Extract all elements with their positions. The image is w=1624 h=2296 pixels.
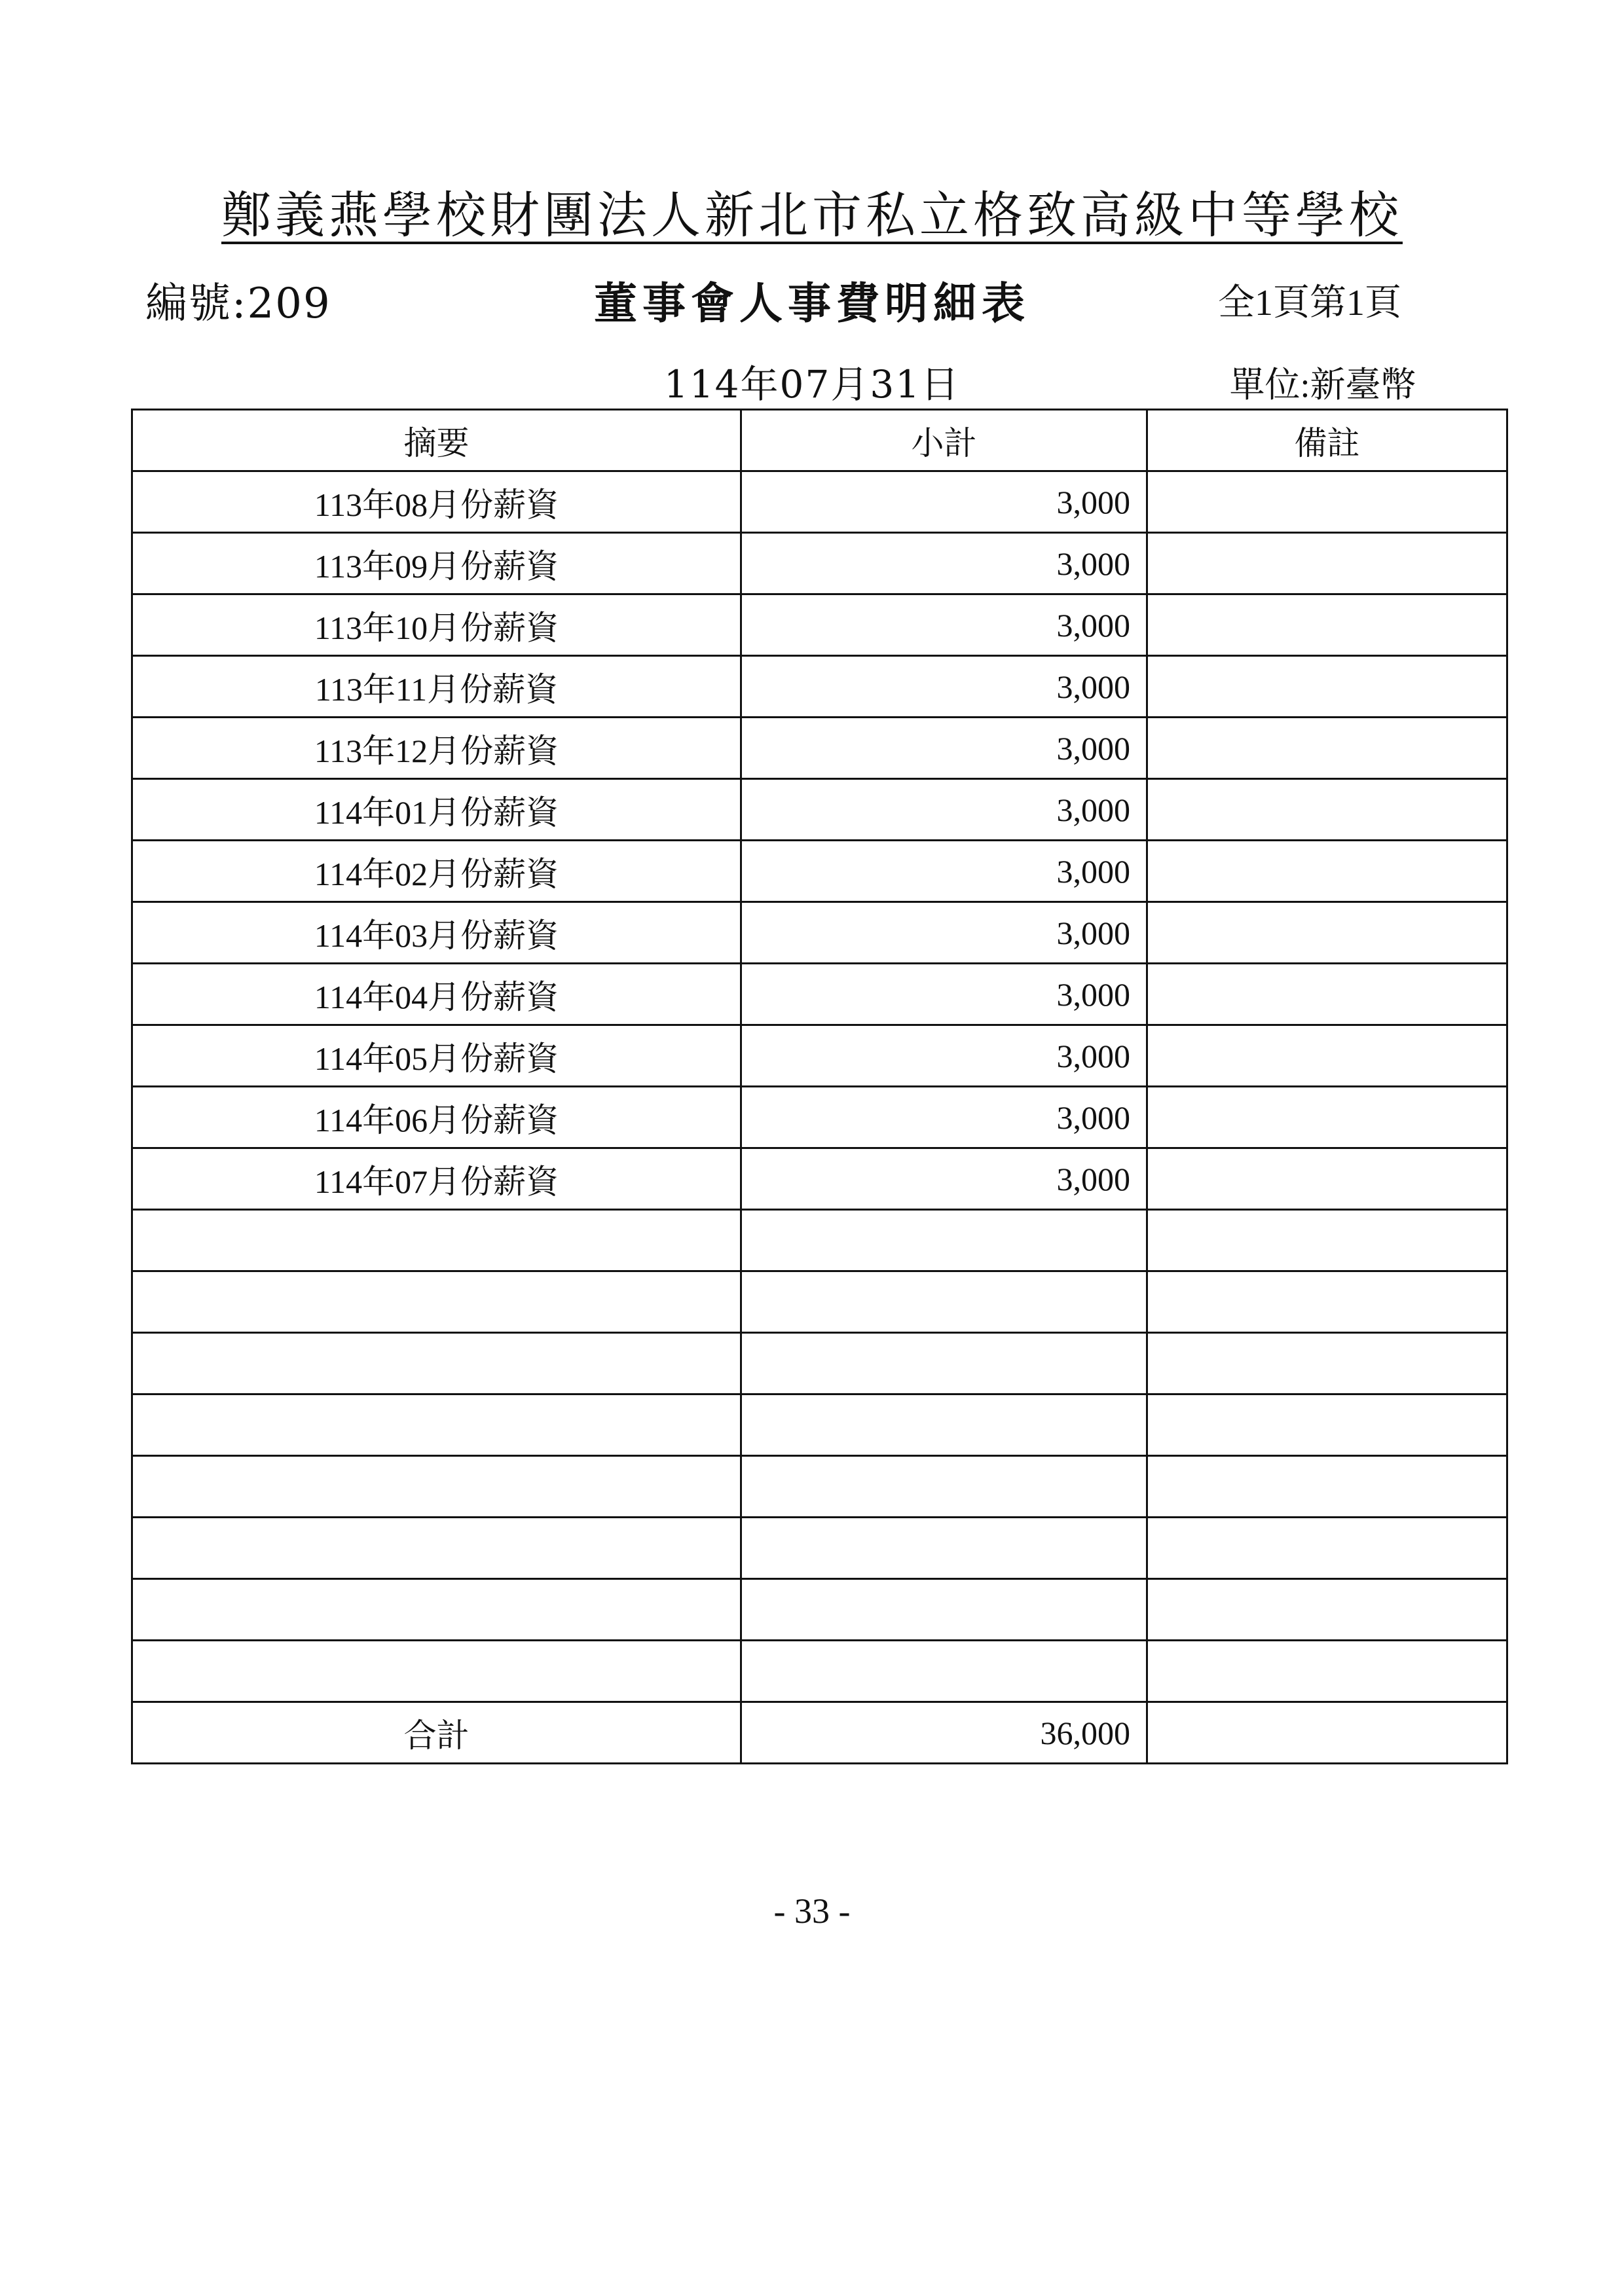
note-cell: [1147, 1456, 1507, 1518]
amount-cell: 3,000: [741, 1148, 1147, 1210]
amount-cell: [741, 1579, 1147, 1641]
note-cell: [1147, 1641, 1507, 1702]
amount-cell: 3,000: [741, 656, 1147, 718]
note-cell: [1147, 1333, 1507, 1394]
note-cell: [1147, 471, 1507, 533]
table-row: [132, 1579, 1507, 1641]
amount-cell: [741, 1394, 1147, 1456]
table-row: [132, 1148, 1507, 1210]
summary-cell: 113年12月份薪資: [132, 718, 741, 779]
amount-cell: [741, 1518, 1147, 1579]
summary-cell: [132, 1641, 741, 1702]
summary-cell: [132, 1271, 741, 1333]
amount-cell: 3,000: [741, 964, 1147, 1025]
summary-cell: 113年11月份薪資: [132, 656, 741, 718]
note-cell: [1147, 1271, 1507, 1333]
amount-cell: [741, 1271, 1147, 1333]
note-cell: [1147, 779, 1507, 841]
column-header-subtotal: 小計: [741, 410, 1147, 471]
summary-cell: [132, 1333, 741, 1394]
amount-cell: 3,000: [741, 533, 1147, 594]
table-row: [132, 718, 1507, 779]
summary-cell: 114年02月份薪資: [132, 841, 741, 902]
note-cell: [1147, 594, 1507, 656]
note-cell: [1147, 1518, 1507, 1579]
document-title: 董事會人事費明細表: [594, 278, 1030, 329]
table-row: [132, 594, 1507, 656]
page-number: - 33 -: [773, 1891, 851, 1931]
table-row: [132, 964, 1507, 1025]
table-row: [132, 1641, 1507, 1702]
table-row: [132, 1271, 1507, 1333]
summary-cell: 113年10月份薪資: [132, 594, 741, 656]
table-row: [132, 779, 1507, 841]
amount-cell: 3,000: [741, 594, 1147, 656]
note-cell: [1147, 1394, 1507, 1456]
note-cell: [1147, 1025, 1507, 1087]
note-cell: [1147, 1148, 1507, 1210]
note-cell: [1147, 1579, 1507, 1641]
summary-cell: [132, 1518, 741, 1579]
amount-cell: [741, 1210, 1147, 1271]
note-cell: [1147, 656, 1507, 718]
page-info: 全1頁第1頁: [1218, 283, 1401, 323]
total-row: [132, 1702, 1507, 1764]
amount-cell: 3,000: [741, 1025, 1147, 1087]
total-amount: 36,000: [741, 1702, 1147, 1764]
amount-cell: [741, 1333, 1147, 1394]
note-cell: [1147, 1210, 1507, 1271]
table-row: [132, 1394, 1507, 1456]
summary-cell: 114年05月份薪資: [132, 1025, 741, 1087]
table-row: [132, 1456, 1507, 1518]
summary-cell: 114年01月份薪資: [132, 779, 741, 841]
table-row: [132, 1087, 1507, 1148]
column-header-remarks: 備註: [1147, 410, 1507, 471]
amount-cell: 3,000: [741, 779, 1147, 841]
note-cell: [1147, 964, 1507, 1025]
table-row: [132, 1333, 1507, 1394]
note-cell: [1147, 718, 1507, 779]
organization-title: [0, 175, 1624, 247]
table-row: [132, 1518, 1507, 1579]
amount-cell: [741, 1641, 1147, 1702]
summary-cell: [132, 1456, 741, 1518]
table-row: [132, 841, 1507, 902]
table-row: [132, 533, 1507, 594]
note-cell: [1147, 533, 1507, 594]
summary-cell: [132, 1579, 741, 1641]
table-row: [132, 1210, 1507, 1271]
total-note: [1147, 1702, 1507, 1764]
note-cell: [1147, 841, 1507, 902]
amount-cell: 3,000: [741, 902, 1147, 964]
column-header-summary: 摘要: [132, 410, 741, 471]
summary-cell: 113年09月份薪資: [132, 533, 741, 594]
table-row: [132, 1025, 1507, 1087]
amount-cell: 3,000: [741, 718, 1147, 779]
note-cell: [1147, 902, 1507, 964]
summary-cell: 114年06月份薪資: [132, 1087, 741, 1148]
expense-table: [131, 409, 1508, 1764]
summary-cell: 114年04月份薪資: [132, 964, 741, 1025]
currency-unit: 單位:新臺幣: [1229, 365, 1416, 405]
summary-cell: [132, 1394, 741, 1456]
summary-cell: 113年08月份薪資: [132, 471, 741, 533]
note-cell: [1147, 1087, 1507, 1148]
amount-cell: 3,000: [741, 471, 1147, 533]
summary-cell: 114年03月份薪資: [132, 902, 741, 964]
table-row: [132, 471, 1507, 533]
total-label: 合計: [132, 1702, 741, 1764]
document-date: 114年07月31日: [663, 362, 961, 407]
amount-cell: 3,000: [741, 1087, 1147, 1148]
table-body: [132, 471, 1507, 1764]
document-number: 編號:209: [145, 280, 331, 328]
amount-cell: [741, 1456, 1147, 1518]
table-row: [132, 902, 1507, 964]
summary-cell: [132, 1210, 741, 1271]
table-header-row: [132, 410, 1507, 471]
amount-cell: 3,000: [741, 841, 1147, 902]
table-row: [132, 656, 1507, 718]
summary-cell: 114年07月份薪資: [132, 1148, 741, 1210]
organization-title-text: 鄭義燕學校財團法人新北市私立格致高級中等學校: [221, 186, 1403, 244]
